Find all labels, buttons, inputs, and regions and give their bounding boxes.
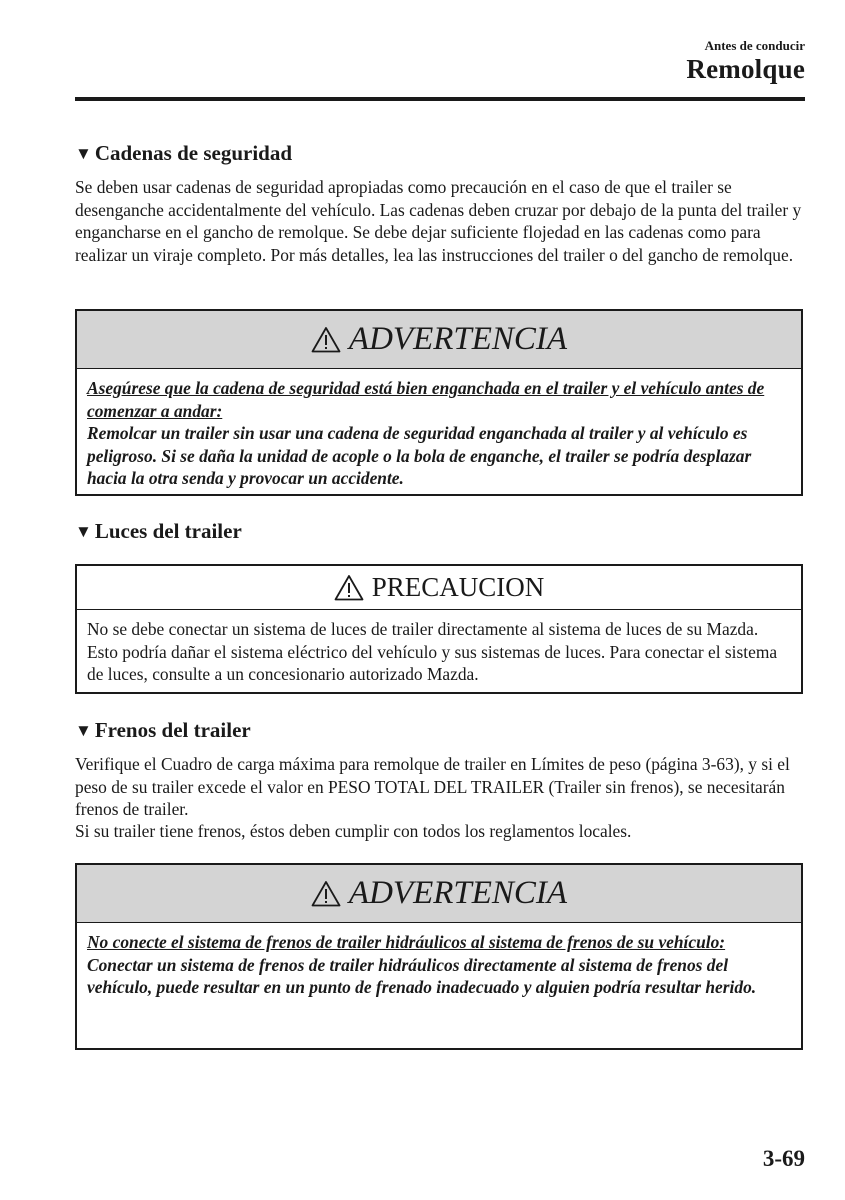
warning-box-frenos (75, 863, 803, 1050)
triangle-down-icon: ▼ (75, 721, 92, 740)
warning-box-cadenas (75, 309, 803, 496)
warning-triangle-icon (311, 326, 341, 353)
warning-lead: No conecte el sistema de frenos de trailer hidráulicos al sistema de frenos de su vehículo: (87, 932, 726, 952)
caution-box-luces (75, 564, 803, 694)
page-title: Remolque (686, 54, 805, 84)
caution-body (77, 610, 801, 692)
warning-label: ADVERTENCIA (348, 875, 568, 911)
warning-label: ADVERTENCIA (348, 321, 568, 357)
warning-text: Remolcar un trailer sin usar una cadena de seguridad enganchada al trailer y al vehículo es peligroso. Si se daña la unidad de acople o la bola de enganche, el trailer se podría desplazar hacia la otra senda y provocar un accidente. (87, 423, 752, 488)
section-heading-luces-label: Luces del trailer (94, 519, 242, 543)
triangle-down-icon: ▼ (75, 144, 92, 163)
section-heading-cadenas (75, 141, 292, 167)
caution-text: No se debe conectar un sistema de luces de trailer directamente al sistema de luces de su Mazda. Esto podría dañar el sistema eléctrico del vehículo y sus sistemas de luces. Para conectar el sistema de luces, consulte a un concesionario autorizado Mazda. (87, 619, 778, 684)
paragraph-frenos-2: Si su trailer tiene frenos, éstos deben cumplir con todos los reglamentos locales. (75, 821, 632, 841)
page-number: 3-69 (762, 1146, 805, 1171)
header-divider (75, 97, 805, 101)
warning-header (77, 865, 801, 923)
section-heading-frenos-label: Frenos del trailer (94, 718, 251, 742)
warning-body (77, 369, 801, 496)
warning-triangle-icon (334, 574, 364, 601)
warning-lead: Asegúrese que la cadena de seguridad está bien enganchada en el trailer y el vehículo antes de comenzar a andar: (87, 378, 765, 421)
paragraph-cadenas: Se deben usar cadenas de seguridad apropiadas como precaución en el caso de que el trailer se desenganche accidentalmente del vehículo. Las cadenas deben cruzar por debajo de la punta del trailer y engancharse en el gancho de remolque. Se debe dejar suficiente flojedad en las cadenas como para realizar un viraje completo. Por más detalles, lea las instrucciones del trailer o del gancho de remolque. (75, 177, 802, 265)
warning-triangle-icon (311, 880, 341, 907)
section-heading-frenos (75, 718, 251, 744)
triangle-down-icon: ▼ (75, 522, 92, 541)
section-heading-luces (75, 519, 242, 545)
paragraph-frenos-1: Verifique el Cuadro de carga máxima para remolque de trailer en Límites de peso (página 3-63), y si el peso de su trailer excede el valor en PESO TOTAL DEL TRAILER (Trailer sin frenos), se necesitarán frenos de trailer. (75, 754, 790, 819)
warning-body (77, 923, 801, 1005)
header-subtitle: Antes de conducir (704, 38, 805, 53)
section-heading-cadenas-label: Cadenas de seguridad (94, 141, 293, 165)
caution-label: PRECAUCION (371, 572, 545, 602)
warning-text: Conectar un sistema de frenos de trailer hidráulicos directamente al sistema de frenos del vehículo, puede resultar en un punto de frenado inadecuado y alguien podría resultar herido. (87, 954, 757, 997)
caution-header (77, 566, 801, 610)
warning-header (77, 311, 801, 369)
